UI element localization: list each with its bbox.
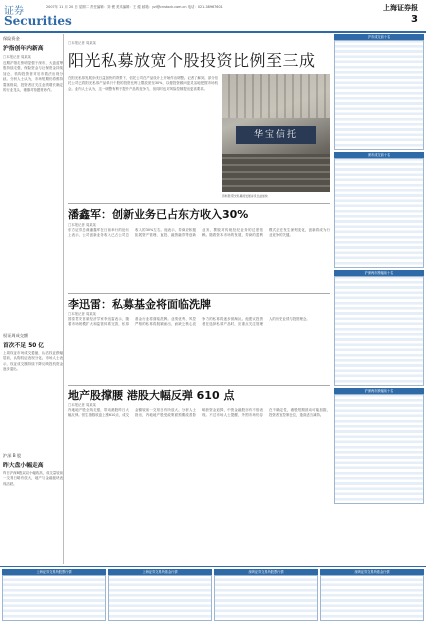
story4-byline: □本报记者 周某某 <box>68 403 97 407</box>
page-header <box>0 0 426 30</box>
bottom-table-3-title: 深圳证券交易所股票行情 <box>214 569 318 575</box>
market-table-4-grid <box>334 394 424 504</box>
left-headline-2: 首次不足 50 亿 <box>3 343 45 349</box>
story3-body <box>68 317 330 383</box>
market-tables-column <box>334 34 424 564</box>
section-name-cn: 证券 <box>4 6 24 17</box>
bottom-table-3 <box>214 569 318 621</box>
story4-body <box>68 408 330 558</box>
left-headline-3: 昨大盘小幅走高 <box>3 463 44 469</box>
photo-building-facade <box>222 74 330 118</box>
bottom-table-4-grid <box>320 575 424 621</box>
story1-photo <box>222 74 330 192</box>
story1-body <box>68 76 218 201</box>
story2-byline: □本报记者 周某某 <box>68 223 97 227</box>
market-table-1 <box>334 34 424 150</box>
divider-3 <box>68 385 330 386</box>
left-kicker-2: 权证周成交额 <box>3 333 29 338</box>
story3-byline: □本报记者 周某某 <box>68 312 97 316</box>
page-number: 3 <box>411 14 418 25</box>
story1-byline: □本报记者 周某某 <box>68 41 97 45</box>
market-table-2 <box>334 152 424 268</box>
story2-body <box>68 228 330 290</box>
story2-headline: 潘鑫军：创新业务已占东方收入30% <box>68 208 249 221</box>
left-byline-1: □本报记者 周某某 <box>3 55 32 59</box>
market-table-1-title: 沪市成交前十名 <box>334 34 424 40</box>
left-body-3: 昨日沪深B股双双小幅收高，成交量较前一交易日略有放大，地产与金融板块表现活跃。 <box>3 471 63 486</box>
bottom-market-tables <box>0 566 426 623</box>
story2-text: 东方证券总裁潘鑫军在日前举行的论坛上表示，公司创新业务收入已占公司总收入的30%左右。他表示，券商应积极拓展资产管理、直投、融资融券等创新业务，摆脱对传统经纪业务的过度依赖。随着资本市场的发展，券商的盈利模式正在发生深刻变化，创新将成为行业竞争的关键。 <box>68 228 330 238</box>
market-table-2-title: 深市成交前十名 <box>334 152 424 158</box>
market-table-2-grid <box>334 158 424 268</box>
photo-building-base <box>222 154 330 192</box>
left-news-column <box>3 34 64 564</box>
market-table-4-title: 沪深两市跌幅前十名 <box>334 388 424 394</box>
section-name-en: Securities <box>4 14 72 28</box>
story4-text: 内地地产股全线走强，带动港股昨日大幅反弹。恒生指数收盘上涨610点，成交金额较前一交易日有所放大。分析人士指出，内地地产股受政策面预期改善影响获资金追捧，中资金融股亦有不俗表现。不过市场人士提醒，外围市场仍存在不确定性，港股短期波动可能加剧，投资者宜控制仓位，逢高适当减持。 <box>68 408 330 418</box>
bottom-table-2 <box>108 569 212 621</box>
market-table-3-grid <box>334 276 424 386</box>
photo-sign: 华宝信托 <box>236 126 316 144</box>
bottom-table-4 <box>320 569 424 621</box>
bottom-table-1-grid <box>2 575 106 621</box>
bottom-table-3-grid <box>214 575 318 621</box>
story3-headline: 李迅雷：私募基金将面临洗牌 <box>68 298 211 311</box>
left-body-1: 近期沪指走势明显强于深市，大盘蓝筹股持续走强，保险资金与社保资金持续加仓，机构投资者对后市看法出现分歧。分析人士认为，市场短期仍将维持震荡格局，投资者应关注业绩增长确定的行业龙头，谨慎对待题材炒作。 <box>3 61 63 93</box>
newspaper-name: 上海证券报 <box>383 3 418 12</box>
left-kicker-1: 保险资金 <box>3 36 20 41</box>
left-body-2: 上周权证市场成交萎缩，认沽权证跌幅居前，认购权证表现分化。市场人士表示，权证成交额持续下降反映投机资金逐步退出。 <box>3 351 63 372</box>
photo-caption: 资料图 阳光私募的发展步伐日益加快 <box>222 194 268 198</box>
story1-text: 在阳光私募发展步伐日益加快的背景下，信托公司在产品设计上开始作出调整。记者了解到，部分信托公司已将阳光私募产品单只个股的投资比例上限放宽至30%，以便投资顾问更灵活地把握市场机会。业内人士认为，这一调整有利于提升产品的竞争力，但同时也对风险控制提出更高要求。 <box>68 76 218 91</box>
bottom-table-1 <box>2 569 106 621</box>
story1-headline: 阳光私募放宽个股投资比例至三成 <box>68 51 316 70</box>
market-table-1-grid <box>334 40 424 150</box>
story4-headline: 地产股撑腰 港股大幅反弹 610 点 <box>68 389 235 402</box>
bottom-table-2-title: 上海证券交易所基金行情 <box>108 569 212 575</box>
bottom-table-4-title: 深圳证券交易所基金行情 <box>320 569 424 575</box>
divider-1 <box>68 203 330 204</box>
market-table-4 <box>334 388 424 504</box>
market-table-3 <box>334 270 424 386</box>
market-table-3-title: 沪深两市涨幅前十名 <box>334 270 424 276</box>
bottom-table-2-grid <box>108 575 212 621</box>
left-kicker-3: 沪深 B 股 <box>3 453 22 458</box>
story3-text: 国泰君安首席经济学家李迅雷表示，随着市场规模扩大和监管体系完善，私募基金行业将面临洗牌。业绩优秀、风控严格的私募将脱颖而出，而缺乏核心竞争力的私募将逐步被淘汰。他建议投资者在选择私募产品时，应重点关注管理人的历史业绩与投资理念。 <box>68 317 310 327</box>
bottom-table-1-title: 上海证券交易所股票行情 <box>2 569 106 575</box>
left-headline-1: 沪指创年内新高 <box>3 46 44 52</box>
header-rule <box>0 31 426 33</box>
divider-2 <box>68 293 330 294</box>
header-meta-line: 2007年 11 月 20 日 星期二 责任编辑：刘 俊 美术编辑：王 健 邮箱：yzl@cnstock.com.cn 电话：021-38967601 <box>46 5 223 9</box>
